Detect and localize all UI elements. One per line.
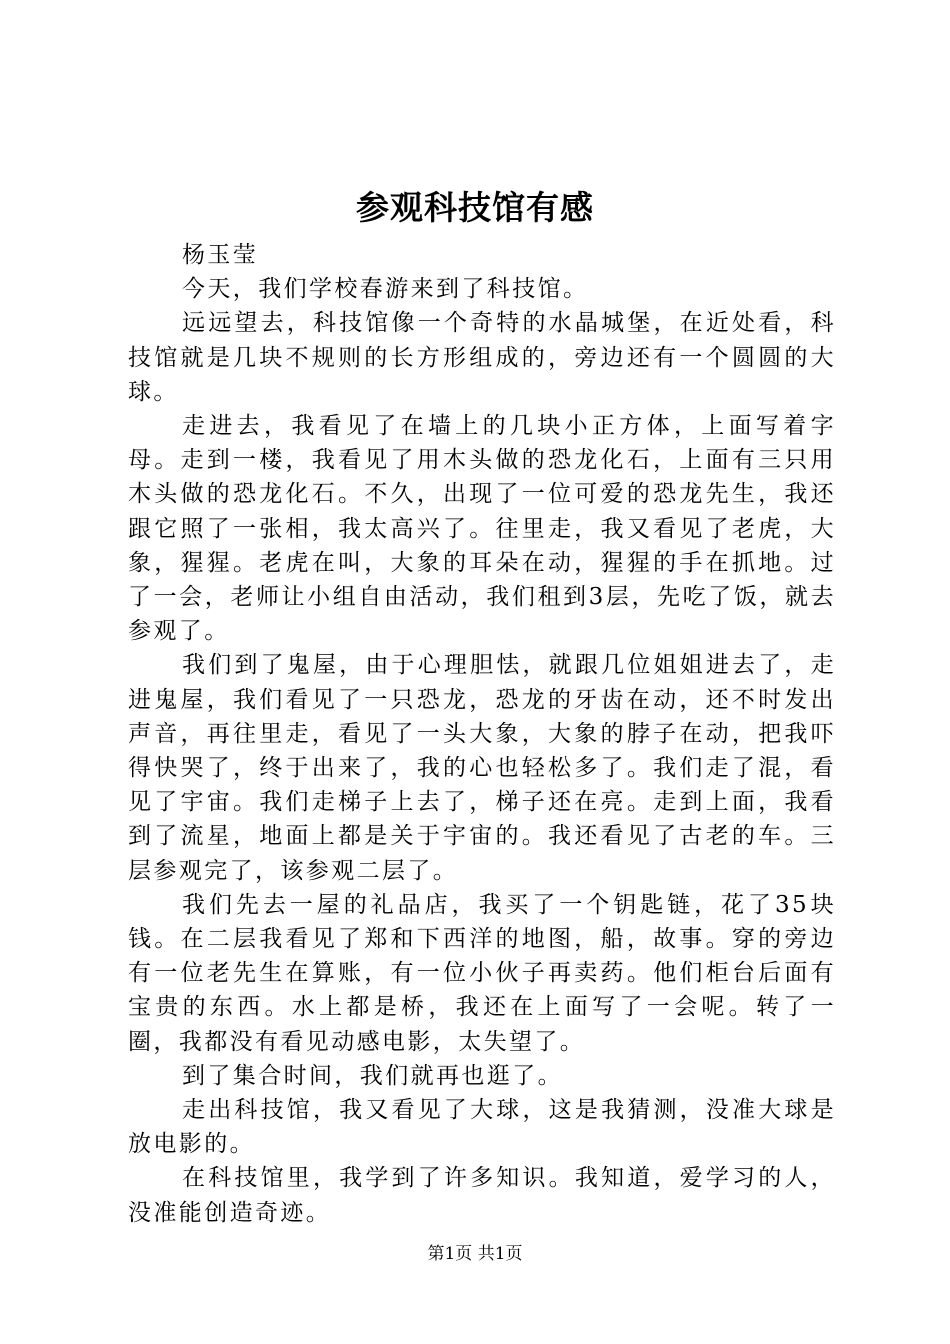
- page-number-footer: 第1页 共1页: [427, 1244, 523, 1264]
- document-title: 参观科技馆有感: [356, 188, 594, 227]
- paragraph: 远远望去，科技馆像一个奇特的水晶城堡，在近处看，科技馆就是几块不规则的长方形组成的，旁边还有一个圆圆的大球。: [128, 310, 836, 405]
- paragraph: 走进去，我看见了在墙上的几块小正方体，上面写着字母。走到一楼，我看见了用木头做的恐龙化石，上面有三只用木头做的恐龙化石。不久，出现了一位可爱的恐龙先生，我还跟它照了一张相，我太高兴了。往里走，我又看见了老虎，大象，猩猩。老虎在叫，大象的耳朵在动，猩猩的手在抓地。过了一会，老师让小组自由活动，我们租到3层，先吃了饭，就去参观了。: [128, 413, 836, 645]
- paragraph: 我们到了鬼屋，由于心理胆怯，就跟几位姐姐进去了，走进鬼屋，我们看见了一只恐龙，恐龙的牙齿在动，还不时发出声音，再往里走，看见了一头大象，大象的脖子在动，把我吓得快哭了，终于出来了，我的心也轻松多了。我们走了混，看见了宇宙。我们走梯子上去了，梯子还在亮。走到上面，我看到了流星，地面上都是关于宇宙的。我还看见了古老的车。三层参观完了，该参观二层了。: [128, 652, 836, 884]
- paragraph: 我们先去一屋的礼品店，我买了一个钥匙链，花了35块钱。在二层我看见了郑和下西洋的地图，船，故事。穿的旁边有一位老先生在算账，有一位小伙子再卖药。他们柜台后面有宝贵的东西。水上都是桥，我还在上面写了一会呢。转了一圈，我都没有看见动感电影，太失望了。: [128, 891, 836, 1055]
- author-line: 杨玉莹: [182, 242, 259, 268]
- paragraph: 走出科技馆，我又看见了大球，这是我猜测，没准大球是放电影的。: [128, 1097, 836, 1158]
- paragraph: 今天，我们学校春游来到了科技馆。: [182, 276, 589, 303]
- paragraph: 在科技馆里，我学到了许多知识。我知道，爱学习的人，没准能创造奇迹。: [128, 1165, 836, 1226]
- document-body: [128, 238, 836, 1230]
- paragraph: 到了集合时间，我们就再也逛了。: [182, 1062, 563, 1089]
